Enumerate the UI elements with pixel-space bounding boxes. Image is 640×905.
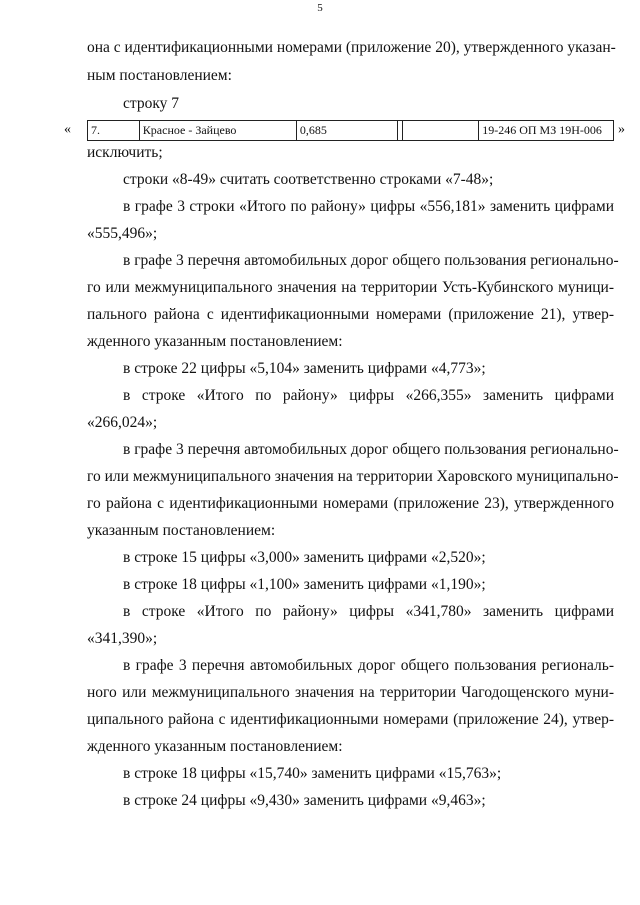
table-cell: Красное - Зайцево [139, 121, 296, 141]
text-line: строку 7 [123, 95, 180, 112]
text-line: в графе 3 перечня автомобильных дорог общего пользования регионально- [123, 441, 619, 458]
text-line: в строке 24 цифры «9,430» заменить цифрами «9,463»; [123, 792, 486, 809]
text-line: в строке 18 цифры «1,100» заменить цифрами «1,190»; [123, 576, 486, 593]
text-line: в графе 3 перечня автомобильных дорог общего пользования региональ- [123, 657, 614, 674]
text-line: в строке «Итого по району» цифры «341,780» заменить цифрами [123, 603, 614, 620]
table-cell: 19-246 ОП МЗ 19Н-006 [479, 121, 614, 141]
page-number: 5 [317, 2, 323, 14]
close-quote: » [618, 122, 625, 137]
table-cell: 0,685 [296, 121, 397, 141]
text-line: «341,390»; [87, 630, 158, 647]
text-line: в строке 15 цифры «3,000» заменить цифрами «2,520»; [123, 549, 486, 566]
text-line: жденного указанным постановлением: [87, 738, 343, 755]
text-line: ципального района с идентификационными номерами (приложение 24), утвер- [87, 711, 614, 728]
text-line: пального района с идентификационными номерами (приложение 21), утвер- [87, 306, 614, 323]
text-line: в графе 3 перечня автомобильных дорог общего пользования регионально- [123, 252, 619, 269]
text-line: го или межмуниципального значения на территории Усть-Кубинского муници- [87, 279, 614, 296]
table-row [88, 121, 614, 141]
text-line: жденного указанным постановлением: [87, 333, 343, 350]
text-line: в строке 22 цифры «5,104» заменить цифрами «4,773»; [123, 360, 486, 377]
table-cell: 7. [88, 121, 140, 141]
excluded-row-table [87, 120, 614, 141]
text-line: го или межмуниципального значения на территории Харовского муниципально- [87, 468, 619, 485]
open-quote: « [64, 122, 71, 137]
text-line: в графе 3 строки «Итого по району» цифры «556,181» заменить цифрами [123, 198, 614, 215]
text-line: ным постановлением: [87, 67, 232, 84]
text-line: строки «8-49» считать соответственно строками «7-48»; [123, 171, 494, 188]
text-line: «555,496»; [87, 225, 158, 242]
text-line: в строке 18 цифры «15,740» заменить цифрами «15,763»; [123, 765, 502, 782]
text-line: в строке «Итого по району» цифры «266,355» заменить цифрами [123, 387, 614, 404]
text-line: «266,024»; [87, 414, 158, 431]
text-line: го района с идентификационными номерами (приложение 23), утвержденного [87, 495, 614, 512]
text-line: исключить; [87, 144, 163, 161]
text-line: указанным постановлением: [87, 522, 276, 539]
text-line: ного или межмуниципального значения на территории Чагодощенского муни- [87, 684, 614, 701]
text-line: она с идентификационными номерами (приложение 20), утвержденного указан- [87, 39, 616, 56]
table-cell [402, 121, 479, 141]
